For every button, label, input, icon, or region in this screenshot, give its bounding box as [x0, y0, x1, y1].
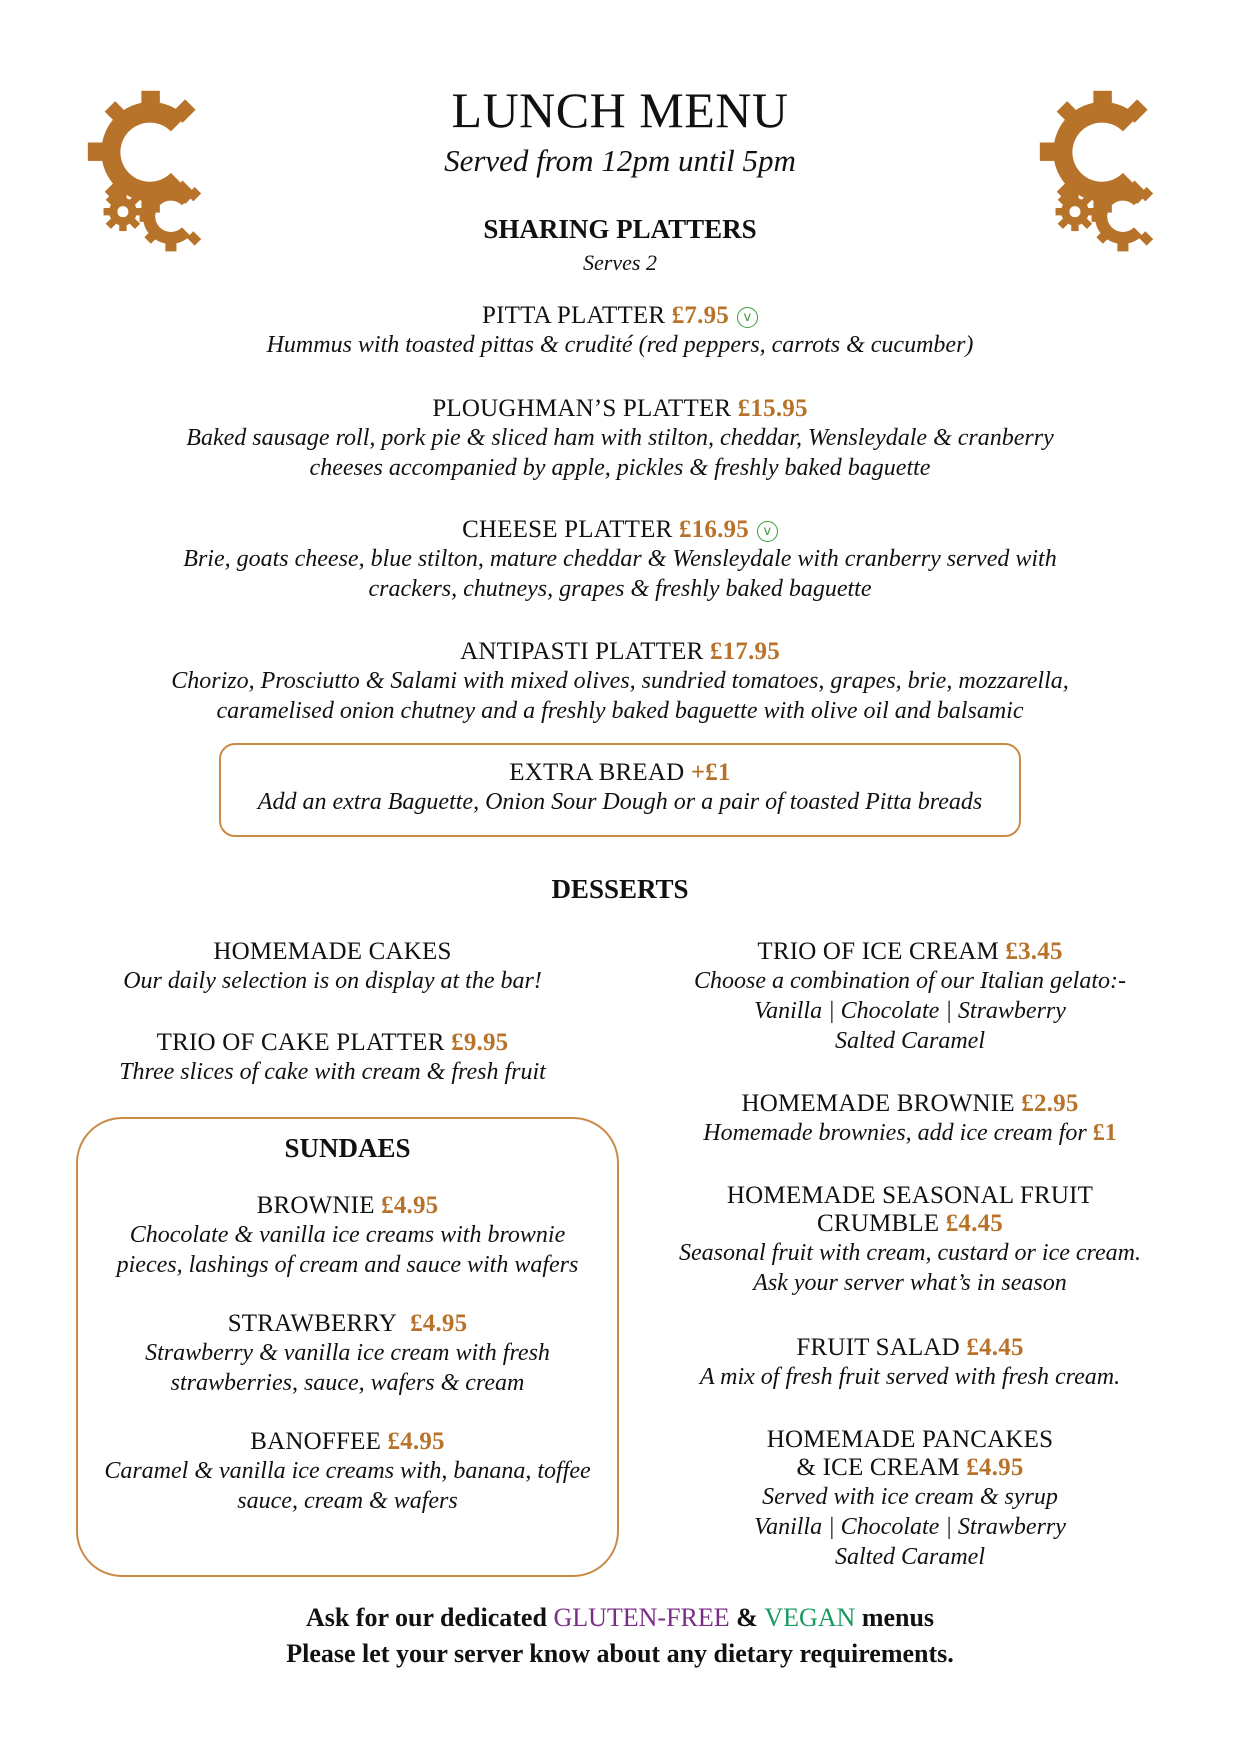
footer-note — [100, 1600, 1140, 1672]
item-price: £4.45 — [945, 1210, 1003, 1237]
menu-item-homemade-brownie — [660, 1090, 1160, 1148]
sundaes-title: SUNDAES — [284, 1133, 411, 1163]
cog-logo-left-icon — [86, 82, 206, 262]
menu-item-pancakes — [660, 1426, 1160, 1572]
menu-item-pitta — [100, 302, 1140, 360]
item-price: £16.95 — [678, 516, 749, 543]
item-desc: Three slices of cake with cream & fresh fruit — [119, 1059, 546, 1085]
item-desc: Hummus with toasted pittas & crudité (red peppers, carrots & cucumber) — [266, 332, 974, 358]
item-desc: Baked sausage roll, pork pie & sliced ham with stilton, cheddar, Wensleydale & cranberry — [186, 425, 1054, 451]
item-price: £3.45 — [1005, 938, 1063, 965]
item-price: £4.95 — [381, 1192, 439, 1219]
item-name: HOMEMADE BROWNIE — [741, 1090, 1015, 1117]
extra-bread-box — [219, 743, 1021, 837]
item-desc: Our daily selection is on display at the bar! — [123, 968, 542, 994]
menu-item-fruit-crumble — [660, 1182, 1160, 1298]
item-desc: Homemade brownies, add ice cream for — [703, 1120, 1087, 1146]
item-price: £4.95 — [966, 1454, 1024, 1481]
item-desc: Salted Caramel — [835, 1028, 985, 1054]
item-name: HOMEMADE CAKES — [213, 938, 452, 965]
item-desc: Brie, goats cheese, blue stilton, mature cheddar & Wensleydale with cranberry served with — [183, 546, 1057, 572]
item-name: BROWNIE — [256, 1192, 375, 1219]
item-desc: Chocolate & vanilla ice creams with brownie — [129, 1222, 566, 1248]
item-name: STRAWBERRY — [227, 1310, 398, 1337]
item-desc: pieces, lashings of cream and sauce with wafers — [116, 1252, 579, 1278]
sundaes-box — [76, 1117, 619, 1577]
item-price: £17.95 — [709, 638, 780, 665]
menu-item-trio-cake — [60, 1029, 605, 1087]
item-desc: Chorizo, Prosciutto & Salami with mixed olives, sundried tomatoes, grapes, brie, mozzarella, — [171, 668, 1069, 694]
item-name: EXTRA BREAD — [509, 759, 685, 786]
item-name: PITTA PLATTER — [482, 302, 666, 329]
item-desc: Seasonal fruit with cream, custard or ice cream. — [679, 1240, 1141, 1266]
item-desc: Served with ice cream & syrup — [762, 1484, 1058, 1510]
item-desc: strawberries, sauce, wafers & cream — [170, 1370, 525, 1396]
item-name: CRUMBLE — [817, 1210, 940, 1237]
footer-text: Ask for our dedicated — [305, 1603, 547, 1632]
item-name: CHEESE PLATTER — [462, 516, 673, 543]
page-title: LUNCH MENU — [451, 82, 789, 138]
item-desc: Salted Caramel — [835, 1544, 985, 1570]
item-name: FRUIT SALAD — [796, 1334, 960, 1361]
item-name: PLOUGHMAN’S PLATTER — [432, 395, 732, 422]
vegan-label: VEGAN — [764, 1603, 856, 1632]
sharing-serves: Serves 2 — [583, 250, 657, 275]
menu-item-sundae-brownie — [78, 1192, 617, 1280]
menu-item-fruit-salad — [660, 1334, 1160, 1392]
menu-item-antipasti — [100, 638, 1140, 726]
item-price: £2.95 — [1021, 1090, 1079, 1117]
desserts-title: DESSERTS — [551, 874, 689, 904]
item-name: & ICE CREAM — [796, 1454, 960, 1481]
item-price: £15.95 — [737, 395, 808, 422]
item-name: BANOFFEE — [250, 1428, 382, 1455]
item-desc: Vanilla | Chocolate | Strawberry — [754, 1514, 1066, 1540]
menu-item-cheese — [100, 516, 1140, 604]
gluten-free-label: GLUTEN-FREE — [553, 1603, 730, 1632]
item-desc: Add an extra Baguette, Onion Sour Dough or a pair of toasted Pitta breads — [257, 789, 983, 815]
sharing-title: SHARING PLATTERS — [483, 214, 757, 244]
item-desc: Ask your server what’s in season — [753, 1270, 1067, 1296]
menu-item-ploughmans — [100, 395, 1140, 483]
item-extra-price: £1 — [1092, 1120, 1117, 1146]
vegetarian-icon: v — [737, 307, 758, 328]
item-desc: Caramel & vanilla ice creams with, banana, toffee — [104, 1458, 591, 1484]
item-desc: Vanilla | Chocolate | Strawberry — [754, 998, 1066, 1024]
item-desc: cheeses accompanied by apple, pickles & freshly baked baguette — [309, 455, 931, 481]
item-name: HOMEMADE SEASONAL FRUIT — [726, 1182, 1094, 1209]
item-name: HOMEMADE PANCAKES — [766, 1426, 1054, 1453]
item-price: £9.95 — [451, 1029, 509, 1056]
menu-item-sundae-strawberry — [78, 1310, 617, 1398]
cog-logo-right-icon — [1038, 82, 1158, 262]
footer-text: menus — [861, 1603, 935, 1632]
item-name: ANTIPASTI PLATTER — [460, 638, 704, 665]
menu-item-homemade-cakes — [60, 938, 605, 996]
item-desc: Strawberry & vanilla ice cream with fresh — [145, 1340, 550, 1366]
footer-amp: & — [736, 1603, 758, 1632]
item-desc: A mix of fresh fruit served with fresh cream. — [699, 1364, 1121, 1390]
item-desc: Choose a combination of our Italian gelato:- — [694, 968, 1126, 994]
item-price: £7.95 — [671, 302, 729, 329]
vegetarian-icon: v — [757, 521, 778, 542]
item-desc: caramelised onion chutney and a freshly baked baguette with olive oil and balsamic — [216, 698, 1024, 724]
item-name: TRIO OF CAKE PLATTER — [156, 1029, 445, 1056]
dietary-note: Please let your server know about any dietary requirements. — [286, 1639, 954, 1668]
item-desc: crackers, chutneys, grapes & freshly baked baguette — [368, 576, 872, 602]
page-subtitle: Served from 12pm until 5pm — [444, 143, 796, 178]
item-price: £4.95 — [387, 1428, 445, 1455]
item-price: +£1 — [690, 759, 731, 786]
item-price: £4.95 — [410, 1310, 468, 1337]
sharing-section-header — [220, 210, 1020, 278]
menu-item-sundae-banoffee — [78, 1428, 617, 1516]
menu-item-trio-ice-cream — [660, 938, 1160, 1056]
header — [320, 80, 920, 182]
item-price: £4.45 — [966, 1334, 1024, 1361]
item-name: TRIO OF ICE CREAM — [757, 938, 999, 965]
item-desc: sauce, cream & wafers — [237, 1488, 458, 1514]
